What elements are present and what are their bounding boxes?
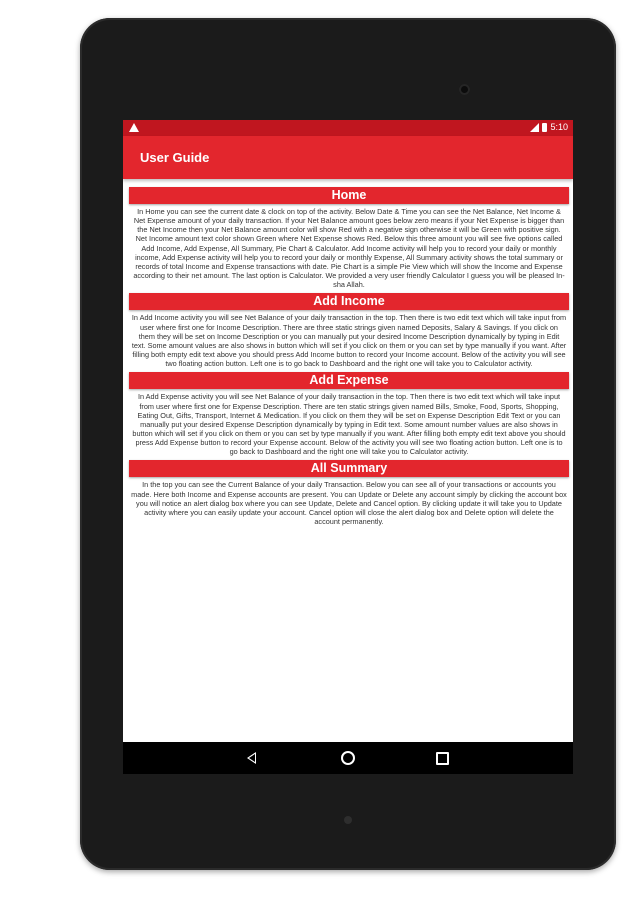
app-bar: [123, 136, 573, 179]
section-header-add-expense: Add Expense: [129, 372, 569, 389]
signal-icon: [530, 123, 539, 132]
section-add-expense: [129, 372, 569, 460]
home-icon[interactable]: [341, 751, 355, 765]
recents-icon[interactable]: [436, 752, 449, 765]
home-sensor-dot: [344, 816, 352, 824]
status-time: 5:10: [550, 122, 568, 132]
guide-scroll-content[interactable]: [123, 179, 573, 742]
warning-icon: [129, 123, 139, 132]
section-header-add-income: Add Income: [129, 293, 569, 310]
back-icon[interactable]: [247, 752, 256, 764]
status-icons: [530, 122, 568, 133]
section-body-add-income: In Add Income activity you will see Net Balance of your daily transaction in the top. Then there is two edit text which will take input from user where first one for Income Description. There are three static strings given named Deposits, Salary & Savings. If you click on them they will be set on Income Description or you can manually put your desired Income Description dynamically by typing in Edit text. Some amount values are also shows in button which will set if you click on them or you can set by type manually if you want. After filling both empty edit text above you should press Add Income button to record your Income account. Below of the activity you will see two floating action button. Left one is to go back to Dashboard and the right one will take you to Calculator activity.: [131, 313, 567, 369]
section-header-all-summary: All Summary: [129, 460, 569, 477]
battery-icon: [542, 123, 547, 132]
section-all-summary: [129, 460, 569, 530]
tablet-device-frame: [80, 18, 616, 870]
section-home: [129, 187, 569, 293]
section-add-income: [129, 293, 569, 372]
status-bar: [123, 120, 573, 136]
section-body-add-expense: In Add Expense activity you will see Net Balance of your daily transaction in the top. Then there is two edit text which will take input from user where first one for Expense Description. There are ten static strings given named Bills, Smoke, Food, Sports, Shopping, Eating Out, Gifts, Transport, Internet & Medication. If you click on them they will be set on Expense Description Edit Text or you can manually put your desired Expense Description dynamically by typing in Edit text. Some amount number values are also shows in button which will set if you click on them or you can set by type manually if you want. After filling both empty edit text above you should press Add Expense button to record your Expense account. Below of the activity you will see two floating action button. Left one is to go back to Dashboard and the right one will take you to Calculator activity.: [132, 392, 566, 457]
section-header-home: Home: [129, 187, 569, 204]
device-screen: [123, 120, 573, 774]
section-body-home: In Home you can see the current date & clock on top of the activity. Below Date & Time you can see the Net Balance, Net Income & Net Expense amount of your daily transaction. If your Net Balance amount goes below zero means if your Net Expense is bigger than the Net Income then your Net Balance amount color will show Red with a negative sign otherwise it will be Green with positive sign. Net Income amount text color shown Green where Net Expense shows Red. Below this three amount you will see five options called Add Income, Add Expense, All Summary, Pie Chart & Calculator. Add Income activity will help you to record your daily or monthly income, Add Expense activity will help you to record your daily or monthly Expense, All Summary activity shows the total summary or records of total Income and Expense transactions with date. Pie Chart is a simple Pie View which will show the Income and Expense according to their net amount. The last option is Calculator. We provided a very user friendly Calculator I guess you will be pleased In-sha Allah.: [133, 207, 565, 290]
section-body-all-summary: In the top you can see the Current Balance of your daily Transaction. Below you can see all of your transactions or accounts you made. Here both Income and Expense accounts are present. You can Update or Delete any account simply by clicking the account box you will notice an alert dialog box where you can see Update, Delete and Cancel option. By clicking update it will take you to Update activity where you can easily update your account. Cancel option will close the alert dialog box and Delete option will delete the account permanently.: [131, 480, 567, 527]
navigation-bar: [123, 742, 573, 774]
front-camera: [459, 84, 470, 95]
page-title: User Guide: [140, 150, 210, 165]
